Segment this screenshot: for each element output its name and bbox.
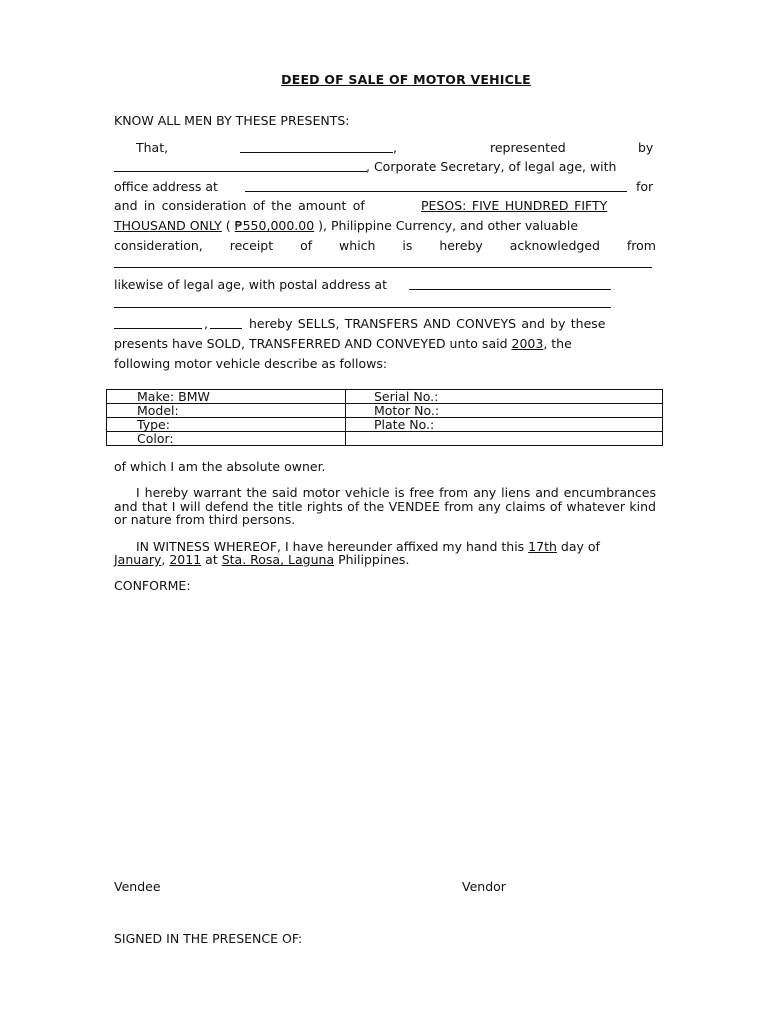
owner-text: of which I am the absolute owner. [114,459,326,474]
receipt-word: which [339,238,376,253]
witness-comma: , [161,552,166,567]
office-address-blank [245,191,627,192]
presents-text: presents have SOLD, TRANSFERRED AND CONVEYED unto said [114,336,508,351]
table-row [107,418,663,432]
type-cell: Type: [107,418,346,432]
witness-text: IN WITNESS WHEREOF, I have hereunder affixed my hand this [136,539,525,554]
make-cell: Make: BMW [107,390,346,404]
table-row [107,390,663,404]
receipt-word: receipt [229,238,274,253]
table-row [107,404,663,418]
vendee-label: Vendee [114,879,161,894]
after-amount-text: ), Philippine Currency, and other valuable [314,218,579,233]
represented-text: represented [490,140,566,155]
witness-country: Philippines. [338,552,410,567]
comma-text-2: , [204,316,208,331]
empty-cell [346,432,663,446]
comma-text: , [393,140,397,155]
office-address-text: office address at [114,179,218,194]
representative-blank [114,171,367,172]
table-row [107,432,663,446]
warranty-paragraph: I hereby warrant the said motor vehicle is free from any liens and encumbrances and that I will defend the title rights of the VENDEE from any claims of whatever kind or nature from third persons. [114,485,656,527]
postal-address-blank [409,289,611,290]
plate-no-cell: Plate No.: [346,418,663,432]
vehicle-details-table [106,389,663,446]
receipt-word: from [626,238,656,253]
receipt-word: consideration, [114,238,203,253]
amount-words-2: THOUSAND ONLY [114,218,222,233]
color-cell: Color: [107,432,346,446]
motor-no-cell: Motor No.: [346,404,663,418]
amount-words-1: PESOS: FIVE HUNDRED FIFTY [421,198,608,213]
corporate-secretary-text: , Corporate Secretary, of legal age, with [366,159,617,174]
signed-in-presence-label: SIGNED IN THE PRESENCE OF: [114,931,303,946]
receipt-word: is [402,238,413,253]
presents-post: , the [543,336,572,351]
following-text: following motor vehicle describe as follows: [114,356,388,371]
vendor-name-blank [114,328,202,329]
vendor-label: Vendor [462,879,506,894]
witness-day: 17th [528,539,557,554]
consideration-text: and in consideration of the amount of [114,198,365,213]
witness-year: 2011 [169,552,202,567]
opening-line: KNOW ALL MEN BY THESE PRESENTS: [114,113,350,128]
document-title: DEED OF SALE OF MOTOR VEHICLE [281,72,531,87]
witness-at: at [205,552,218,567]
by-text: by [638,140,654,155]
model-year: 2003 [511,336,544,351]
vendor-extra-blank [210,328,242,329]
for-text: for [636,179,654,194]
receipt-word: of [300,238,313,253]
witness-day-post: day of [560,539,600,554]
postal-address-blank-2 [114,307,611,308]
likewise-text: likewise of legal age, with postal address at [114,277,387,292]
witness-place: Sta. Rosa, Laguna [221,552,335,567]
witness-month: January [114,552,162,567]
model-cell: Model: [107,404,346,418]
receipt-word: acknowledged [509,238,600,253]
that-text: That, [136,140,169,155]
amount-line [114,218,578,233]
sells-text: hereby SELLS, TRANSFERS AND CONVEYS and by these [249,316,606,331]
paren-open: ( [221,218,235,233]
receipt-word: hereby [439,238,483,253]
grantor-blank [114,267,652,268]
receipt-line [114,238,656,253]
conforme-label: CONFORME: [114,578,191,593]
serial-no-cell: Serial No.: [346,390,663,404]
presents-line [114,336,572,351]
company-name-blank [240,152,393,153]
amount-number: ₱550,000.00 [234,218,315,233]
witness-line-2 [114,552,409,567]
